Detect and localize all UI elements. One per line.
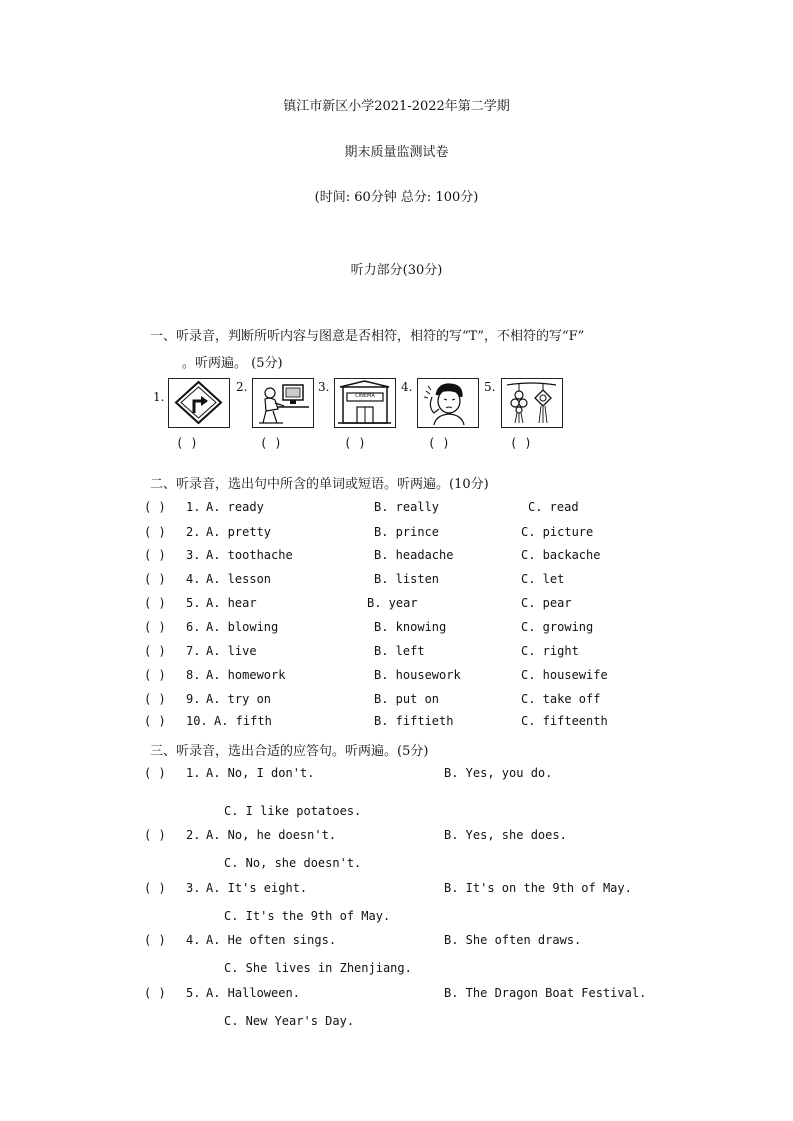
answer-blank[interactable]: ( ) bbox=[144, 828, 166, 842]
question-number: 8. bbox=[186, 668, 201, 682]
answer-blank[interactable]: ( ) bbox=[144, 596, 166, 610]
exam-info: (时间: 60分钟 总分: 100分) bbox=[314, 190, 479, 205]
picture-number: 2. bbox=[236, 380, 248, 394]
section-title: 听力部分(30分) bbox=[350, 263, 443, 278]
answer-blank[interactable]: ( ) bbox=[144, 986, 166, 1000]
option-b: B. She often draws. bbox=[444, 933, 582, 947]
option-a: A. It's eight. bbox=[206, 881, 308, 895]
option-b: B. headache bbox=[374, 548, 454, 562]
question-number: 5. bbox=[186, 986, 201, 1000]
option-a: A. live bbox=[206, 644, 257, 658]
option-a: A. lesson bbox=[206, 572, 272, 586]
question-number: 4. bbox=[186, 933, 201, 947]
question-number: 4. bbox=[186, 572, 201, 586]
option-c: C. read bbox=[528, 500, 579, 514]
picture-answer-blank[interactable]: ( ) bbox=[176, 436, 198, 450]
option-b: B. fiftieth bbox=[374, 714, 454, 728]
question-number: 2. bbox=[186, 525, 201, 539]
option-b: B. knowing bbox=[374, 620, 447, 634]
option-a: A. No, I don't. bbox=[206, 766, 315, 780]
answer-blank[interactable]: ( ) bbox=[144, 644, 166, 658]
question-number: 5. bbox=[186, 596, 201, 610]
answer-blank[interactable]: ( ) bbox=[144, 572, 166, 586]
picture-2 bbox=[252, 378, 314, 428]
picture-number: 1. bbox=[153, 390, 165, 404]
answer-blank[interactable]: ( ) bbox=[144, 881, 166, 895]
picture-4 bbox=[417, 378, 479, 428]
option-b: B. The Dragon Boat Festival. bbox=[444, 986, 647, 1000]
option-a: A. homework bbox=[206, 668, 286, 682]
answer-blank[interactable]: ( ) bbox=[144, 933, 166, 947]
option-a: A. ready bbox=[206, 500, 264, 514]
picture-answer-blank[interactable]: ( ) bbox=[428, 436, 450, 450]
picture-5 bbox=[501, 378, 563, 428]
option-b: B. year bbox=[367, 596, 418, 610]
picture-number: 3. bbox=[318, 380, 330, 394]
part1-instruction-line2: 。听两遍。 (5分) bbox=[182, 356, 283, 371]
option-c: C. pear bbox=[521, 596, 572, 610]
headache-boy-icon bbox=[418, 379, 477, 426]
picture-number: 4. bbox=[401, 380, 413, 394]
option-a: A. fifth bbox=[214, 714, 272, 728]
cinema-building-icon bbox=[335, 379, 394, 426]
option-c: C. growing bbox=[521, 620, 594, 634]
answer-blank[interactable]: ( ) bbox=[144, 766, 166, 780]
question-number: 2. bbox=[186, 828, 201, 842]
picture-answer-blank[interactable]: ( ) bbox=[260, 436, 282, 450]
exam-title: 期末质量监测试卷 bbox=[344, 145, 449, 160]
question-number: 7. bbox=[186, 644, 201, 658]
option-b: B. really bbox=[374, 500, 440, 514]
option-c: C. New Year's Day. bbox=[224, 1014, 355, 1028]
option-c: C. housewife bbox=[521, 668, 608, 682]
turn-right-road-sign-icon bbox=[169, 379, 228, 426]
option-b: B. prince bbox=[374, 525, 440, 539]
question-number: 10. bbox=[186, 714, 208, 728]
option-b: B. It's on the 9th of May. bbox=[444, 881, 632, 895]
answer-blank[interactable]: ( ) bbox=[144, 525, 166, 539]
option-b: B. housework bbox=[374, 668, 461, 682]
option-c: C. picture bbox=[521, 525, 594, 539]
option-b: B. Yes, she does. bbox=[444, 828, 567, 842]
option-b: B. left bbox=[374, 644, 425, 658]
part2-instruction: 二、听录音，选出句中所含的单词或短语。听两遍。(10分) bbox=[150, 477, 489, 492]
option-c: C. fifteenth bbox=[521, 714, 608, 728]
option-a: A. Halloween. bbox=[206, 986, 300, 1000]
option-a: A. hear bbox=[206, 596, 257, 610]
option-a: A. pretty bbox=[206, 525, 272, 539]
picture-number: 5. bbox=[484, 380, 496, 394]
option-c: C. She lives in Zhenjiang. bbox=[224, 961, 412, 975]
option-a: A. blowing bbox=[206, 620, 279, 634]
cinema-sign-text: CINEMA bbox=[355, 393, 375, 399]
picture-1 bbox=[168, 378, 230, 428]
chinese-knot-ornament-icon bbox=[502, 379, 561, 426]
question-number: 6. bbox=[186, 620, 201, 634]
answer-blank[interactable]: ( ) bbox=[144, 714, 166, 728]
option-a: A. He often sings. bbox=[206, 933, 337, 947]
school-title: 镇江市新区小学2021-2022年第二学期 bbox=[283, 99, 510, 114]
option-a: A. toothache bbox=[206, 548, 293, 562]
option-b: B. listen bbox=[374, 572, 440, 586]
option-a: A. No, he doesn't. bbox=[206, 828, 337, 842]
question-number: 9. bbox=[186, 692, 201, 706]
option-c: C. It's the 9th of May. bbox=[224, 909, 391, 923]
option-c: C. let bbox=[521, 572, 565, 586]
option-c: C. right bbox=[521, 644, 579, 658]
option-b: B. put on bbox=[374, 692, 440, 706]
person-at-computer-icon bbox=[253, 379, 312, 426]
answer-blank[interactable]: ( ) bbox=[144, 548, 166, 562]
part1-instruction-line1: 一、听录音，判断所听内容与图意是否相符，相符的写“T”，不相符的写“F” bbox=[150, 329, 585, 344]
option-a: A. try on bbox=[206, 692, 272, 706]
question-number: 1. bbox=[186, 500, 201, 514]
picture-3 bbox=[334, 378, 396, 428]
option-c: C. take off bbox=[521, 692, 601, 706]
option-c: C. I like potatoes. bbox=[224, 804, 362, 818]
option-b: B. Yes, you do. bbox=[444, 766, 553, 780]
question-number: 3. bbox=[186, 548, 201, 562]
picture-answer-blank[interactable]: ( ) bbox=[344, 436, 366, 450]
option-c: C. backache bbox=[521, 548, 601, 562]
answer-blank[interactable]: ( ) bbox=[144, 692, 166, 706]
option-c: C. No, she doesn't. bbox=[224, 856, 362, 870]
answer-blank[interactable]: ( ) bbox=[144, 620, 166, 634]
part3-instruction: 三、听录音，选出合适的应答句。听两遍。(5分) bbox=[150, 744, 429, 759]
picture-answer-blank[interactable]: ( ) bbox=[510, 436, 532, 450]
question-number: 1. bbox=[186, 766, 201, 780]
answer-blank[interactable]: ( ) bbox=[144, 668, 166, 682]
question-number: 3. bbox=[186, 881, 201, 895]
answer-blank[interactable]: ( ) bbox=[144, 500, 166, 514]
